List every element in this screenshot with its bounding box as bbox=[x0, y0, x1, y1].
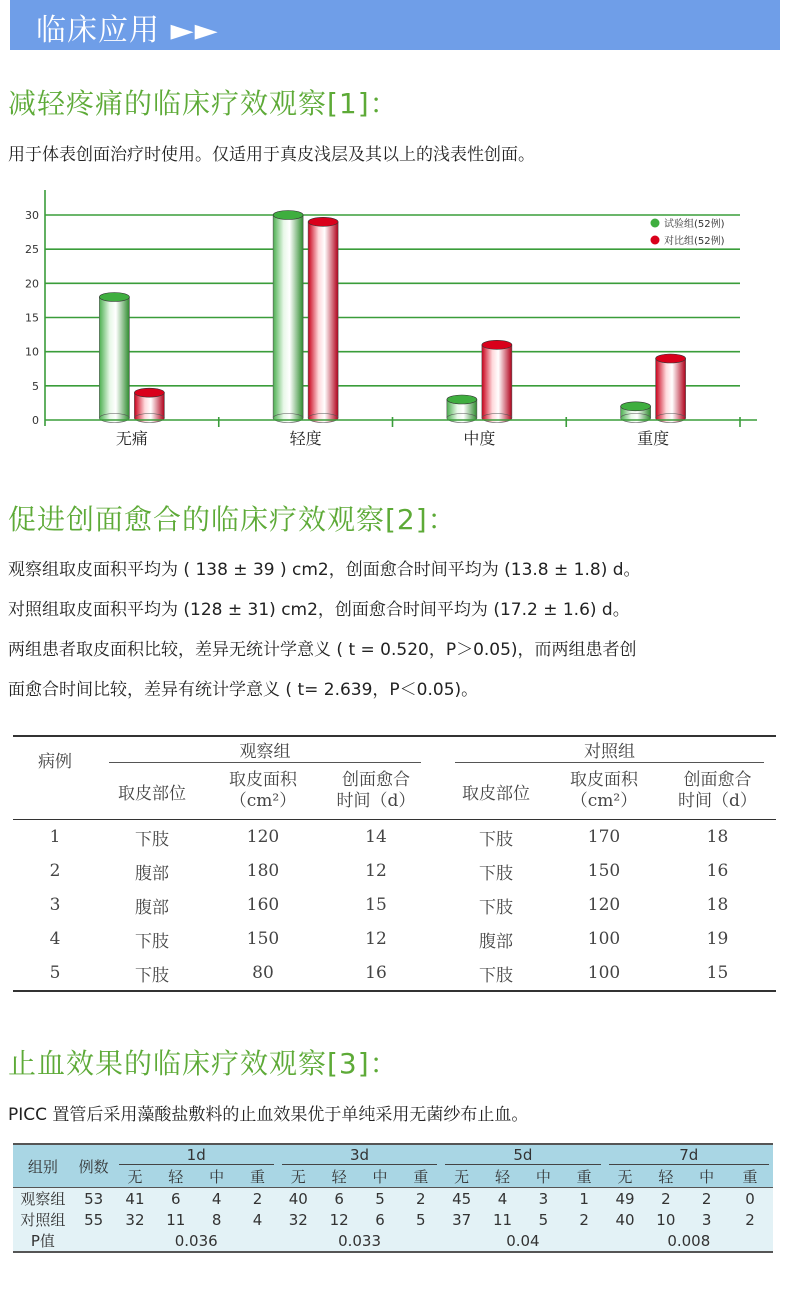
level-light: 轻 bbox=[331, 1168, 347, 1186]
section2-line-1: 观察组取皮面积平均为 ( 138 ± 39 ) cm2，创面愈合时间平均为 (13.8 ± 1.8) d。 bbox=[8, 560, 641, 580]
sub-area-b-2: （cm²） bbox=[570, 791, 638, 811]
table-cell: 37 bbox=[452, 1210, 472, 1229]
y-tick-label: 0 bbox=[32, 414, 39, 427]
sub-area-a-2: （cm²） bbox=[229, 791, 297, 811]
table-row bbox=[13, 888, 776, 922]
table-cell: 19 bbox=[706, 929, 729, 949]
header-banner bbox=[10, 0, 780, 50]
col-group-header: 组别 bbox=[27, 1157, 58, 1176]
sub-area-b-1: 取皮面积 bbox=[570, 770, 638, 790]
level-mid: 中 bbox=[699, 1168, 715, 1186]
table-cell: 2 bbox=[579, 1210, 589, 1229]
table-cell: 3 bbox=[701, 1210, 712, 1229]
table-cell: 3 bbox=[538, 1189, 549, 1208]
table-cell: 下肢 bbox=[479, 897, 513, 918]
bar-trial-1 bbox=[273, 211, 303, 423]
healing-table bbox=[13, 735, 776, 992]
legend-swatch bbox=[651, 219, 660, 228]
section2-line-2: 对照组取皮面积平均为 (128 ± 31) cm2，创面愈合时间平均为 (17.2 ± 1.6) d。 bbox=[8, 600, 630, 620]
table-cell: 6 bbox=[171, 1189, 181, 1208]
level-none: 无 bbox=[454, 1168, 470, 1186]
table-cell: 腹部 bbox=[479, 931, 513, 952]
section1-text: 用于体表创面治疗时使用。仅适用于真皮浅层及其以上的浅表性创面。 bbox=[8, 145, 535, 165]
table-cell: 120 bbox=[246, 827, 280, 847]
table-cell: 32 bbox=[125, 1210, 145, 1229]
legend-label: 对比组(52例) bbox=[664, 236, 725, 247]
table-cell: 32 bbox=[288, 1210, 308, 1229]
sub-time-b-1: 创面愈合 bbox=[683, 770, 752, 790]
table-cell: 18 bbox=[706, 827, 729, 847]
p-value-3d: 0.033 bbox=[338, 1231, 382, 1250]
level-light: 轻 bbox=[658, 1168, 674, 1186]
table-cell: 下肢 bbox=[135, 965, 169, 986]
banner-title: 临床应用 ►► bbox=[36, 13, 219, 48]
p-value-7d: 0.008 bbox=[667, 1231, 711, 1250]
group-a-header: 观察组 bbox=[109, 737, 421, 763]
bar-control-2 bbox=[482, 340, 512, 422]
bar-trial-2 bbox=[447, 395, 477, 423]
table-cell: 15 bbox=[706, 963, 729, 983]
table-cell: 2 bbox=[416, 1189, 426, 1208]
table-cell: 下肢 bbox=[479, 965, 513, 986]
y-tick-label: 15 bbox=[25, 311, 39, 325]
table-cell: 对照组 bbox=[20, 1211, 66, 1229]
p-value-1d: 0.036 bbox=[174, 1231, 218, 1250]
p-value-5d: 0.04 bbox=[506, 1231, 540, 1250]
level-heavy: 重 bbox=[249, 1168, 265, 1186]
section2-heading: 促进创面愈合的临床疗效观察[2]： bbox=[8, 503, 457, 536]
table-cell: 2 bbox=[49, 861, 61, 881]
bar-control-3 bbox=[656, 354, 686, 423]
period-5d: 5d bbox=[445, 1146, 600, 1165]
table-cell: 1 bbox=[49, 827, 61, 847]
table-row bbox=[13, 1230, 773, 1252]
table-cell: 14 bbox=[365, 827, 387, 847]
level-mid: 中 bbox=[372, 1168, 388, 1186]
level-light: 轻 bbox=[494, 1168, 510, 1186]
level-mid: 中 bbox=[209, 1168, 225, 1186]
table-cell: 2 bbox=[745, 1210, 755, 1229]
col-count-header: 例数 bbox=[78, 1157, 109, 1176]
section3-text: PICC 置管后采用藻酸盐敷料的止血效果优于单纯采用无菌纱布止血。 bbox=[8, 1105, 529, 1125]
table-cell: 12 bbox=[365, 861, 387, 881]
table-cell: 16 bbox=[706, 861, 729, 881]
table-cell: 8 bbox=[211, 1210, 222, 1229]
table-cell: 下肢 bbox=[135, 931, 169, 952]
table-cell: 180 bbox=[246, 861, 280, 881]
level-heavy: 重 bbox=[742, 1168, 758, 1186]
table-cell: 4 bbox=[252, 1210, 263, 1229]
legend-label: 试验组(52例) bbox=[664, 219, 725, 230]
table-row bbox=[13, 820, 776, 855]
y-tick-label: 10 bbox=[25, 345, 39, 359]
legend-swatch bbox=[651, 236, 660, 245]
table-cell: 100 bbox=[587, 929, 621, 949]
table-cell: 18 bbox=[706, 895, 729, 915]
table-row bbox=[13, 1209, 773, 1230]
table-cell: 12 bbox=[365, 929, 387, 949]
table-row bbox=[13, 922, 776, 956]
level-light: 轻 bbox=[168, 1168, 184, 1186]
x-category-label: 无痛 bbox=[115, 429, 148, 448]
table-cell: 11 bbox=[492, 1210, 513, 1229]
level-mid: 中 bbox=[535, 1168, 551, 1186]
level-heavy: 重 bbox=[576, 1168, 592, 1186]
table-cell: 2 bbox=[252, 1189, 263, 1208]
x-category-label: 中度 bbox=[463, 429, 496, 448]
sub-time-a-2: 时间（d） bbox=[336, 791, 416, 811]
table-cell: 4 bbox=[211, 1189, 222, 1208]
sub-site-b: 取皮部位 bbox=[462, 783, 530, 804]
table-cell: 53 bbox=[84, 1189, 104, 1208]
table-cell: 12 bbox=[329, 1210, 349, 1229]
level-none: 无 bbox=[290, 1168, 306, 1186]
table-cell: 3 bbox=[49, 895, 61, 915]
table-row bbox=[13, 1188, 773, 1210]
table-cell: 15 bbox=[365, 895, 387, 915]
table-cell: 1 bbox=[579, 1189, 589, 1208]
table-cell: 40 bbox=[615, 1210, 635, 1229]
section2-line-3: 两组患者取皮面积比较，差异无统计学意义 ( t = 0.520，P＞0.05)，而两组患者创 bbox=[8, 640, 637, 660]
table-cell: 150 bbox=[246, 929, 280, 949]
level-heavy: 重 bbox=[413, 1168, 429, 1186]
y-tick-label: 5 bbox=[32, 379, 39, 393]
table-cell: 观察组 bbox=[20, 1190, 66, 1208]
table-cell: 45 bbox=[452, 1189, 472, 1208]
table-cell: 160 bbox=[246, 895, 280, 915]
x-category-label: 轻度 bbox=[289, 429, 322, 448]
table-cell: 6 bbox=[334, 1189, 344, 1208]
sub-time-b-2: 时间（d） bbox=[678, 791, 757, 811]
table-cell: 11 bbox=[166, 1210, 186, 1229]
table-cell: 下肢 bbox=[135, 829, 169, 850]
table-row bbox=[13, 956, 776, 991]
hemostasis-table bbox=[13, 1143, 773, 1253]
table-cell: 16 bbox=[365, 963, 387, 983]
table-cell: 120 bbox=[587, 895, 621, 915]
pain-bar-chart bbox=[0, 185, 790, 460]
table-cell: 100 bbox=[587, 963, 621, 983]
period-7d: 7d bbox=[609, 1146, 769, 1165]
table-cell: 40 bbox=[288, 1189, 308, 1208]
table-cell: 5 bbox=[49, 963, 61, 983]
table-cell: 2 bbox=[661, 1189, 671, 1208]
table-cell: 55 bbox=[84, 1210, 104, 1229]
sub-time-a-1: 创面愈合 bbox=[342, 770, 410, 790]
y-tick-label: 30 bbox=[25, 209, 39, 222]
table-cell: 41 bbox=[125, 1189, 145, 1208]
table-row bbox=[13, 854, 776, 888]
table-cell: 49 bbox=[615, 1189, 635, 1208]
table-cell: 4 bbox=[497, 1189, 508, 1208]
table-cell: 6 bbox=[375, 1210, 385, 1229]
sub-area-a-1: 取皮面积 bbox=[229, 770, 297, 790]
table-cell: 2 bbox=[701, 1189, 712, 1208]
group-b-header: 对照组 bbox=[455, 737, 764, 763]
p-value-label: P值 bbox=[30, 1232, 55, 1250]
level-none: 无 bbox=[617, 1168, 633, 1186]
bar-control-0 bbox=[134, 388, 164, 422]
table-cell: 5 bbox=[416, 1210, 426, 1229]
period-3d: 3d bbox=[282, 1146, 437, 1165]
x-category-label: 重度 bbox=[637, 429, 670, 448]
table-cell: 80 bbox=[252, 963, 274, 983]
y-tick-label: 25 bbox=[25, 243, 39, 257]
section2-line-4: 面愈合时间比较，差异有统计学意义 ( t= 2.639，P＜0.05)。 bbox=[8, 680, 479, 700]
y-tick-label: 20 bbox=[25, 277, 39, 291]
sub-site-a: 取皮部位 bbox=[118, 783, 186, 804]
table-cell: 4 bbox=[49, 929, 61, 949]
section3-heading: 止血效果的临床疗效观察[3]： bbox=[8, 1047, 399, 1080]
section1-heading: 减轻疼痛的临床疗效观察[1]： bbox=[8, 87, 399, 120]
bar-trial-0 bbox=[99, 293, 129, 423]
table-cell: 170 bbox=[587, 827, 621, 847]
table-cell: 5 bbox=[538, 1210, 549, 1229]
table-cell: 150 bbox=[587, 861, 621, 881]
bar-control-1 bbox=[308, 217, 338, 422]
table-cell: 10 bbox=[656, 1210, 676, 1229]
col-case-header: 病例 bbox=[38, 752, 72, 772]
table-cell: 下肢 bbox=[479, 829, 513, 850]
table-cell: 下肢 bbox=[479, 863, 513, 884]
level-none: 无 bbox=[127, 1168, 143, 1186]
table-cell: 0 bbox=[745, 1189, 755, 1208]
period-1d: 1d bbox=[119, 1146, 274, 1165]
table-cell: 腹部 bbox=[135, 897, 169, 918]
table-cell: 腹部 bbox=[135, 863, 169, 884]
table-cell: 5 bbox=[375, 1189, 385, 1208]
